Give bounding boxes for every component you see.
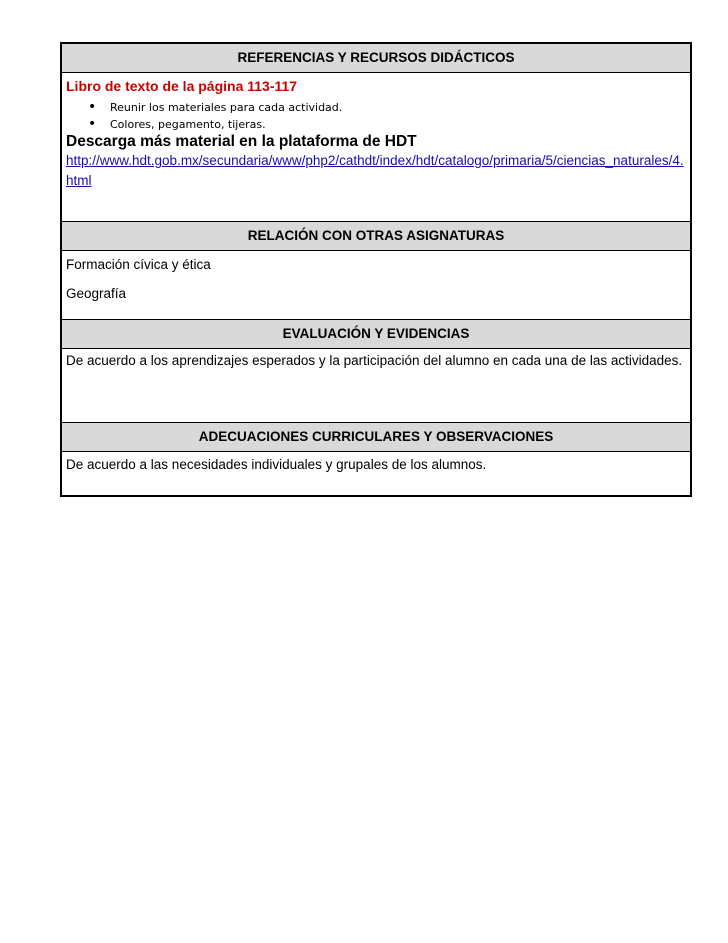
- section-header-evaluacion: EVALUACIÓN Y EVIDENCIAS: [62, 319, 690, 349]
- section-header-referencias: REFERENCIAS Y RECURSOS DIDÁCTICOS: [62, 44, 690, 73]
- section-header-relacion: RELACIÓN CON OTRAS ASIGNATURAS: [62, 221, 690, 251]
- evaluation-text: De acuerdo a los aprendizajes esperados y la participación del alumno en cada una de las actividades.: [66, 353, 683, 368]
- referencias-content: [62, 73, 690, 221]
- relacion-content: [62, 251, 690, 319]
- subject-item: Geografía: [66, 286, 127, 301]
- list-item: • Colores, pegamento, tijeras.: [110, 116, 686, 133]
- planning-table: [60, 42, 692, 497]
- adecuaciones-content: [62, 452, 690, 495]
- hdt-link[interactable]: http://www.hdt.gob.mx/secundaria/www/php2/cathdt/index/hdt/catalogo/primaria/5/ciencias_naturales/4.html: [66, 153, 684, 188]
- section-header-adecuaciones: ADECUACIONES CURRICULARES Y OBSERVACIONES: [62, 422, 690, 452]
- adaptations-text: De acuerdo a las necesidades individuales y grupales de los alumnos.: [66, 457, 487, 472]
- evaluacion-content: [62, 349, 690, 422]
- materials-list: [66, 99, 686, 133]
- list-item: • Reunir los materiales para cada actividad.: [110, 99, 686, 116]
- textbook-pages: Libro de texto de la página 113-117: [66, 78, 298, 94]
- subject-item: Formación cívica y ética: [66, 257, 211, 272]
- download-title: Descarga más material en la plataforma de HDT: [66, 133, 417, 150]
